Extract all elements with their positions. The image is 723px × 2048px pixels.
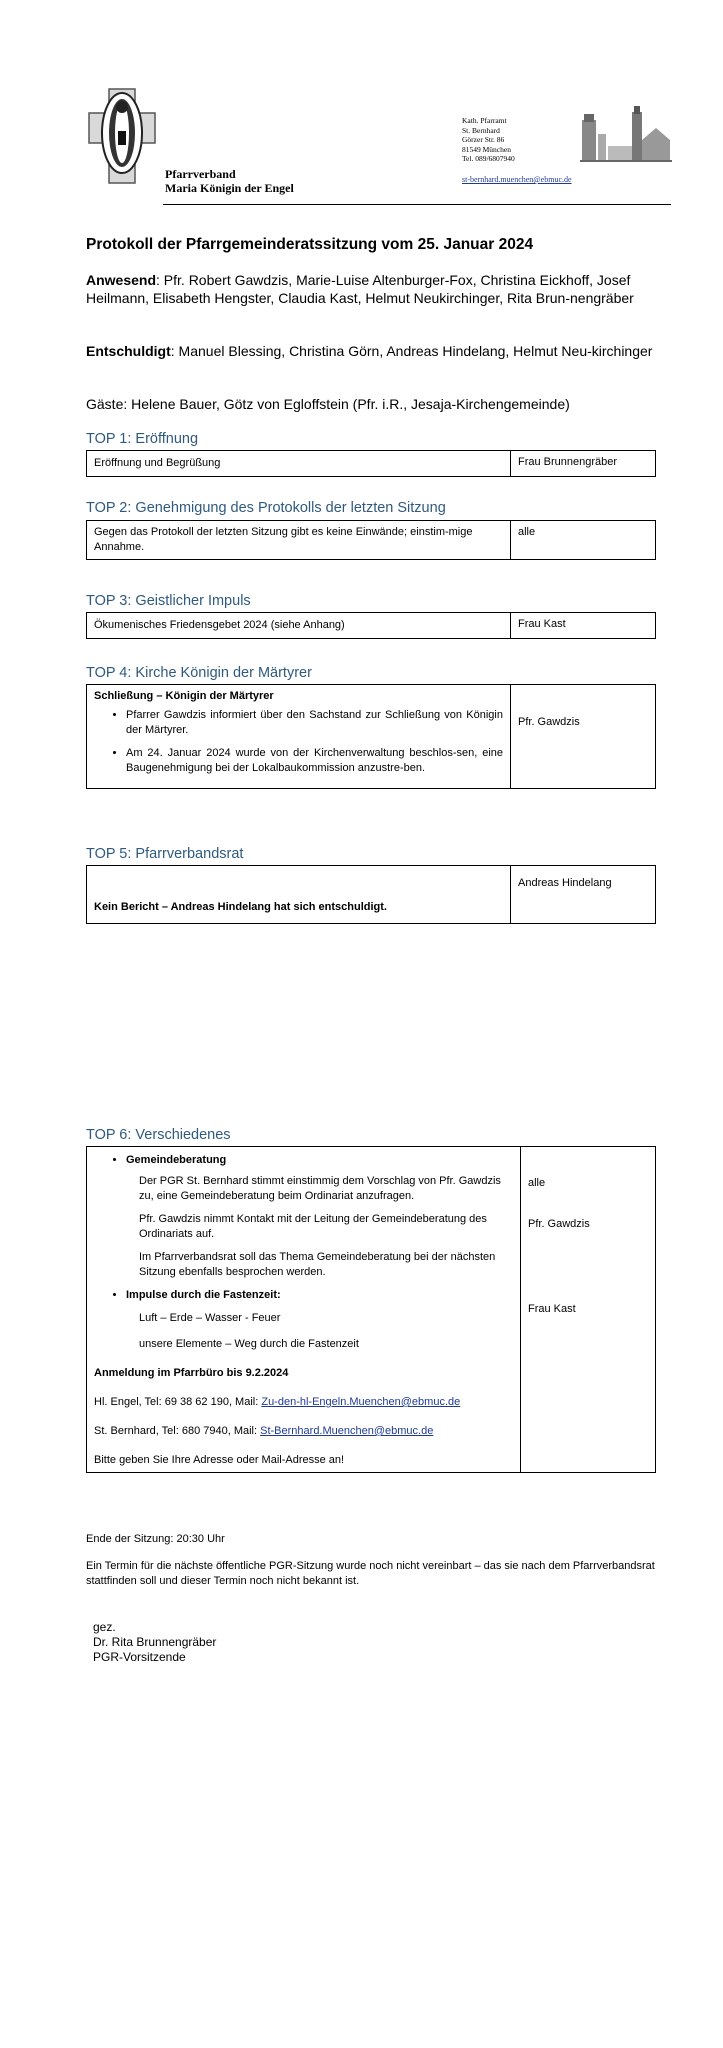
top6-bernhard-contact: St. Bernhard, Tel: 680 7940, Mail: St-Bernhard.Muenchen@ebmuc.de <box>94 1425 434 1437</box>
top4-subtitle: Schließung – Königin der Märtyrer <box>94 690 274 702</box>
top5-table <box>86 865 656 924</box>
next-meeting-note: Ein Termin für die nächste öffentliche PGR-Sitzung wurde noch nicht vereinbart – das sie nach dem Pfarrverbandsrat stattfinden soll und dieser Termin noch nicht bekannt ist. <box>86 1560 655 1587</box>
table-row <box>87 451 656 477</box>
bernhard-email-link[interactable]: St-Bernhard.Muenchen@ebmuc.de <box>260 1425 434 1437</box>
top6-p1: Der PGR St. Bernhard stimmt einstimmig dem Vorschlag von Pfr. Gawdzis zu, eine Gemeindeberatung beim Ordinariat anzufragen. <box>139 1175 501 1202</box>
end-of-meeting: Ende der Sitzung: 20:30 Uhr <box>86 1533 225 1545</box>
top6-registration: Anmeldung im Pfarrbüro bis 9.2.2024 <box>94 1367 289 1379</box>
attendance-present: Anwesend: Pfr. Robert Gawdzis, Marie-Luise Altenburger-Fox, Christina Eickhoff, Josef Heilmann, Elisabeth Hengster, Claudia Kast, Helmut Neukirchinger, Rita Brun-nengräber <box>86 272 634 306</box>
engel-email-link[interactable]: Zu-den-hl-Engeln.Muenchen@ebmuc.de <box>261 1396 461 1408</box>
table-row <box>87 866 656 924</box>
top6-p2: Pfr. Gawdzis nimmt Kontakt mit der Leitung der Gemeindeberatung des Ordinariats auf. <box>139 1213 487 1240</box>
page-title: Protokoll der Pfarrgemeinderatssitzung vom 25. Januar 2024 <box>86 236 534 253</box>
top5-responsible: Andreas Hindelang <box>511 866 656 924</box>
top6-engel-contact: Hl. Engel, Tel: 69 38 62 190, Mail: Zu-den-hl-Engeln.Muenchen@ebmuc.de <box>94 1396 461 1408</box>
top6-p4: Luft – Erde – Wasser - Feuer <box>139 1312 281 1324</box>
top6-p3: Im Pfarrverbandsrat soll das Thema Gemeindeberatung bei der nächsten Sitzung ebenfalls besprochen werden. <box>139 1251 496 1278</box>
list-item: • Gemeindeberatung <box>126 1153 513 1168</box>
top6-closing: Bitte geben Sie Ihre Adresse oder Mail-Adresse an! <box>94 1454 345 1466</box>
top6-responsible: alle Pfr. Gawdzis Frau Kast <box>521 1147 656 1473</box>
top4-heading: TOP 4: Kirche Königin der Märtyrer <box>86 665 312 681</box>
top6-heading: TOP 6: Verschiedenes <box>86 1127 231 1143</box>
table-row <box>87 521 656 560</box>
header-divider <box>163 204 671 205</box>
top2-responsible: alle <box>511 521 656 560</box>
list-item: • Pfarrer Gawdzis informiert über den Sachstand zur Schließung von Königin der Märtyrer. <box>126 708 503 738</box>
parish-address: Kath. Pfarramt St. Bernhard Görzer Str. 86 81549 München Tel. 089/6807940 <box>462 116 515 163</box>
top6-p5: unsere Elemente – Weg durch die Fastenzeit <box>139 1338 359 1350</box>
top1-responsible: Frau Brunnengräber <box>511 451 656 477</box>
header-email-link[interactable]: st-bernhard.muenchen@ebmuc.de <box>462 175 572 184</box>
top6-content <box>87 1147 521 1473</box>
top1-heading: TOP 1: Eröffnung <box>86 431 199 447</box>
top2-table <box>86 520 656 560</box>
top1-text: Eröffnung und Begrüßung <box>87 451 511 477</box>
attendance-guests: Gäste: Helene Bauer, Götz von Egloffstein (Pfr. i.R., Jesaja-Kirchengemeinde) <box>86 396 570 412</box>
top2-text: Gegen das Protokoll der letzten Sitzung gibt es keine Einwände; einstim-mige Annahme. <box>87 521 511 560</box>
table-row <box>87 613 656 639</box>
list-item: • Impulse durch die Fastenzeit: <box>126 1288 513 1303</box>
church-illustration <box>580 106 672 164</box>
top3-text: Ökumenisches Friedensgebet 2024 (siehe Anhang) <box>87 613 511 639</box>
parish-logo <box>87 87 157 185</box>
table-row <box>87 1147 656 1473</box>
top3-table <box>86 612 656 639</box>
top5-text: Kein Bericht – Andreas Hindelang hat sich entschuldigt. <box>87 866 511 924</box>
top4-bullets <box>94 708 503 776</box>
top3-responsible: Frau Kast <box>511 613 656 639</box>
top4-content <box>87 685 511 789</box>
list-item: • Am 24. Januar 2024 wurde von der Kirchenverwaltung beschlos-sen, eine Baugenehmigung bei der Lokalbaukommission anzustre-ben. <box>126 746 503 776</box>
top3-heading: TOP 3: Geistlicher Impuls <box>86 593 251 609</box>
signature-block: gez. Dr. Rita Brunnengräber PGR-Vorsitzende <box>93 1620 217 1664</box>
top5-heading: TOP 5: Pfarrverbandsrat <box>86 846 244 862</box>
table-row <box>87 685 656 789</box>
org-name: Pfarrverband Maria Königin der Engel <box>165 167 294 195</box>
top2-heading: TOP 2: Genehmigung des Protokolls der letzten Sitzung <box>86 500 446 516</box>
top4-table <box>86 684 656 789</box>
attendance-excused: Entschuldigt: Manuel Blessing, Christina Görn, Andreas Hindelang, Helmut Neu-kirchinger <box>86 343 653 359</box>
top6-table <box>86 1146 656 1473</box>
top4-responsible: Pfr. Gawdzis <box>511 685 656 789</box>
top1-table <box>86 450 656 477</box>
